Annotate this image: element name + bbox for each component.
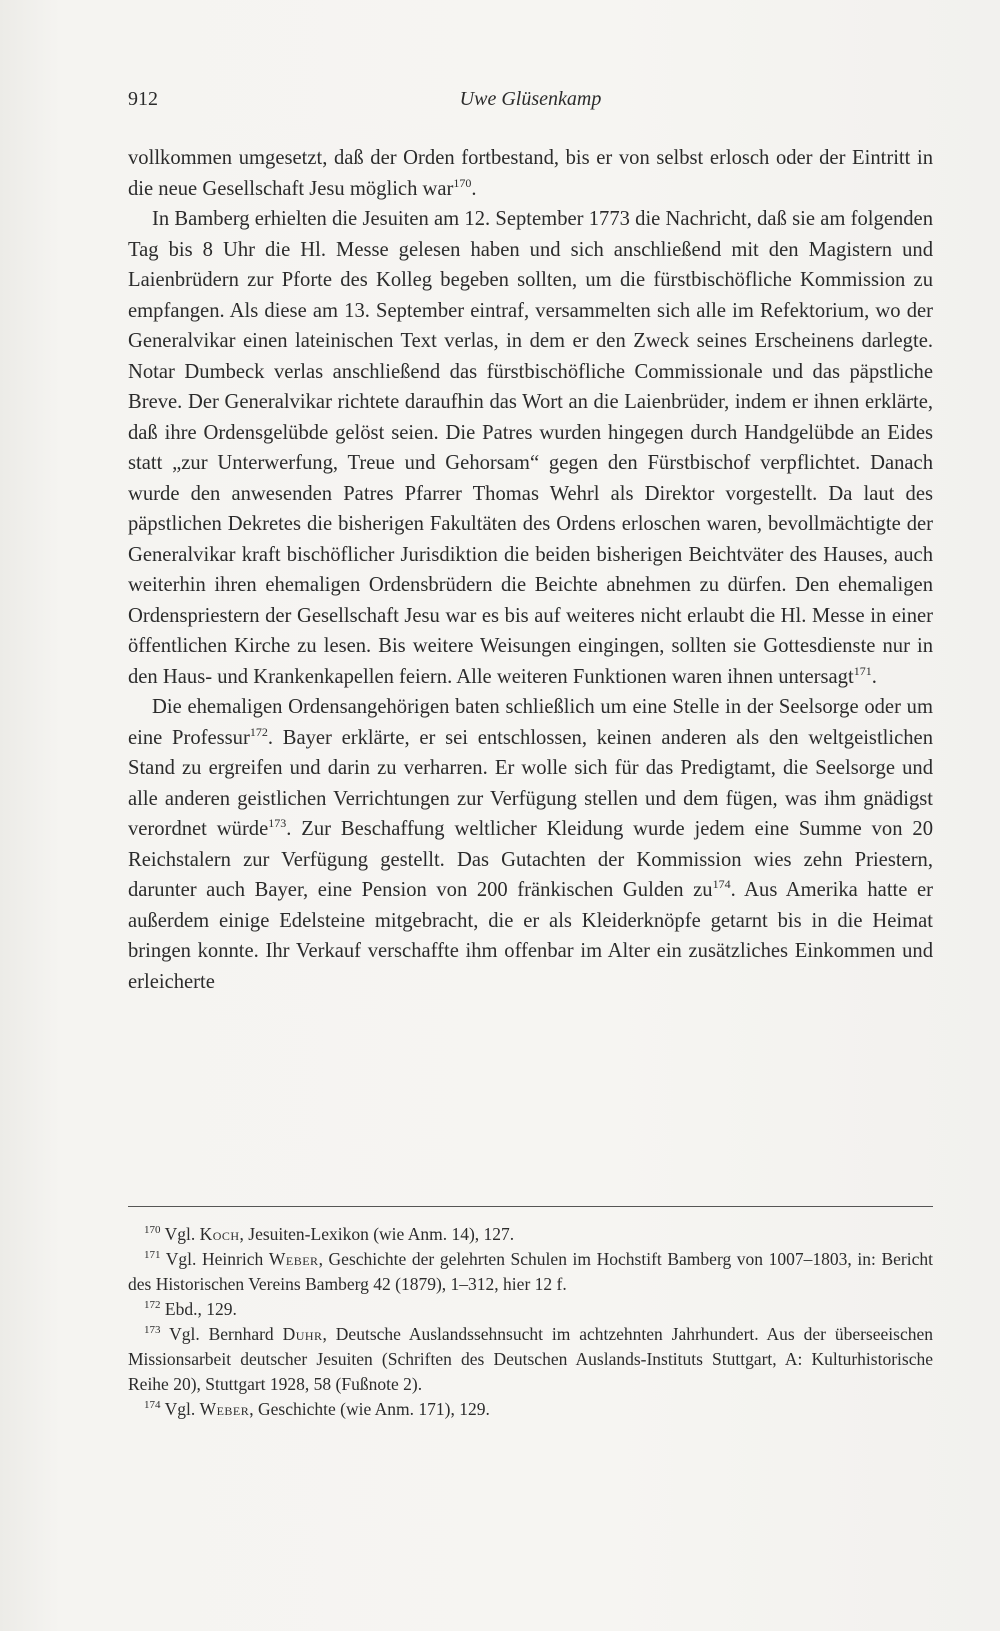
footnote-ref-174: 174 [712,877,731,891]
footnote-170 [128,1222,933,1247]
footnote-number: 171 [144,1249,161,1261]
footnote-text: Ebd., 129. [164,1299,237,1319]
paragraph-1-end: . [471,177,477,200]
footnote-number: 172 [144,1299,161,1311]
author-name: Duhr [282,1324,323,1344]
paragraph-1 [128,143,933,204]
paragraph-3-text-c: . Zur Beschaffung weltlicher Kleidung wurde jedem eine Summe von 20 Reichstalern zur Verfügung gestellt. Das Gutachten der Kommission wies zehn Priestern, darunter auch Bayer, eine Pension von 200 fränkischen Gulden zu [128,818,933,901]
footnotes [128,1222,933,1422]
footnote-text: , Deutsche Auslandssehnsucht im achtzehnten Jahrhundert. Aus der überseeischen Missionsarbeit deutscher Jesuiten (Schriften des Deutschen Auslands-Instituts Stuttgart, A: Kulturhistorische Reihe 20), Stuttgart 1928, 58 (Fußnote 2). [128,1324,933,1394]
author-name: Weber [268,1249,319,1269]
author-name: Koch [199,1224,240,1244]
footnote-text: Vgl. Heinrich [165,1249,269,1269]
running-head: Uwe Glüsenkamp [459,88,602,110]
paragraph-3 [128,692,933,997]
paragraph-3-text-b: . Bayer erklärte, er sei entschlossen, keinen anderen als den weltgeistlichen Stand zu ergreifen und darin zu verharren. Er wolle sich für das Predigtamt, die Seelsorge und alle anderen geistlichen Verrichtungen zur Verfügung stellen und dem fügen, was ihm gnädigst verordnet würde [128,726,933,840]
footnote-number: 173 [144,1324,161,1336]
main-text [128,143,933,997]
paragraph-3-text-d: . Aus Amerika hatte er außerdem einige Edelsteine mitgebracht, die er als Kleiderknöpfe getarnt bis in die Heimat bringen konnte. Ihr Verkauf verschaffte ihm offenbar im Alter ein zusätzliches Einkommen und erleicherte [128,879,933,993]
paragraph-3-text-a: Die ehemaligen Ordensangehörigen baten schließlich um eine Stelle in der Seelsorge oder um eine Professur [128,696,933,749]
footnote-ref-171: 171 [853,663,872,678]
author-name: Weber [199,1399,250,1419]
page-header [128,88,933,114]
paragraph-2-end: . [871,665,877,688]
paragraph-2-text: In Bamberg erhielten die Jesuiten am 12. September 1773 die Nachricht, daß sie am folgenden Tag bis 8 Uhr die Hl. Messe gelesen haben und sich anschließend mit den Magistern und Laienbrüdern zur Pforte des Kolleg begeben sollten, um die fürstbischöfliche Kommission zu empfangen. Als diese am 13. September eintraf, versammelten sich alle im Refektorium, wo der Generalvikar einen lateinischen Text verlas, in dem er den Zweck seines Erscheinens darlegte. Notar Dumbeck verlas anschließend das fürstbischöfliche Commissionale und das päpstliche Breve. Der Generalvikar richtete daraufhin das Wort an die Laienbrüder, indem er ihnen erklärte, daß ihre Ordensgelübde gelöst seien. Die Patres wurden hingegen durch Handgelübde an Eides statt „zur Unterwerfung, Treue und Gehorsam“ gegen den Fürstbischof verpflichtet. Danach wurde den anwesenden Patres Pfarrer Thomas Wehrl als Direktor vorgestellt. Da laut des päpstlichen Dekretes die bisherigen Fakultäten des Ordens erloschen waren, bevollmächtigte der Generalvikar kraft bischöflicher Jurisdiktion die beiden bisherigen Beichtväter des Hauses, auch weiterhin ihren ehemaligen Ordensbrüdern die Beichte abnehmen zu dürfen. Den ehemaligen Ordenspriestern der Gesellschaft Jesu war es bis auf weiteres nicht erlaubt die Hl. Messe in einer öffentlichen Kirche zu lesen. Bis weitere Weisungen eingingen, sollten sie Gottesdienste nur in den Haus- und Krankenkapellen feiern. Alle weiteren Funktionen waren ihnen untersagt [128,208,933,688]
footnote-text: , Jesuiten-Lexikon (wie Anm. 14), 127. [239,1224,515,1244]
footnote-173 [128,1322,933,1397]
footnote-text: Vgl. Bernhard [169,1324,283,1344]
footnote-ref-173: 173 [268,816,287,830]
footnote-174 [128,1397,933,1422]
footnote-ref-172: 172 [249,724,268,739]
footnote-text: Vgl. [164,1224,200,1244]
footnote-171 [128,1247,933,1297]
footnote-number: 170 [144,1224,161,1236]
paragraph-1-text: vollkommen umgesetzt, daß der Orden fortbestand, bis er von selbst erlosch oder der Eintritt in die neue Gesellschaft Jesu möglich war [128,147,933,200]
paragraph-2 [128,204,933,692]
footnote-172 [128,1297,933,1322]
footnote-number: 174 [144,1399,161,1411]
footnote-ref-170: 170 [453,175,472,190]
footnote-divider [128,1206,933,1207]
footnote-text: , Geschichte (wie Anm. 171), 129. [249,1399,490,1419]
footnote-text: , Geschichte der gelehrten Schulen im Hochstift Bamberg von 1007–1803, in: Bericht des Historischen Vereins Bamberg 42 (1879), 1–312, hier 12 f. [128,1249,933,1294]
page-number: 912 [128,88,158,110]
footnote-text: Vgl. [164,1399,200,1419]
